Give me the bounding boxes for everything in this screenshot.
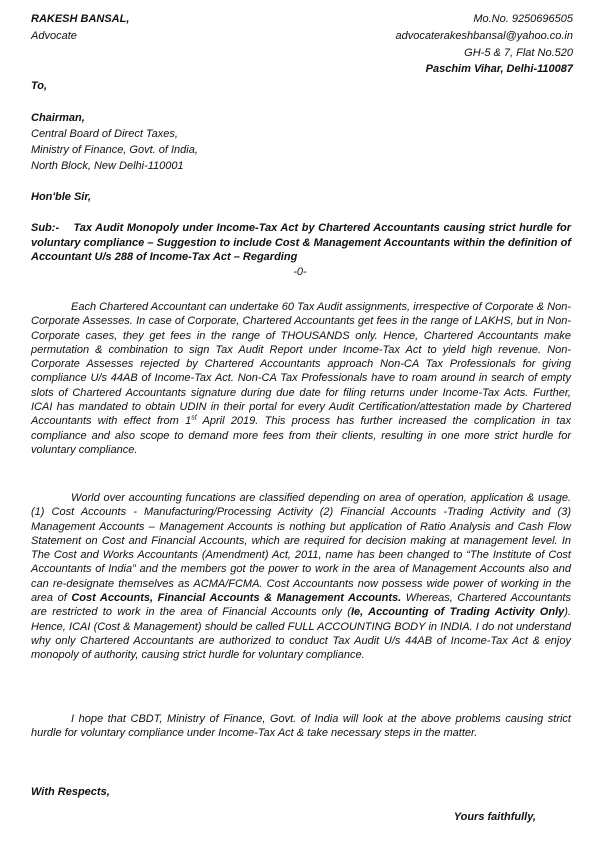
sender-mobile: Mo.No. 9250696505 [473, 13, 573, 25]
subject-text: Tax Audit Monopoly under Income-Tax Act by Chartered Accountants causing strict hurdle for voluntary compliance – Suggestion to include Cost & Management Accountants within the definition of Accountant U/s 288 of Income-Tax Act – Regarding [31, 222, 571, 263]
recipient-line2: Ministry of Finance, Govt. of India, [31, 144, 198, 156]
paragraph-1-tail: April 2019. This process has further increased the complication in tax compliance and also scope to demand more fees from their clients, resulting in one more strict hurdle for voluntary compliance. [31, 415, 571, 456]
salutation: Hon'ble Sir, [31, 191, 92, 203]
sender-address-line2: Paschim Vihar, Delhi-110087 [425, 63, 573, 75]
paragraph-2-bold-trading: Ie, Accounting of Trading Activity Only [350, 606, 565, 619]
paragraph-3: I hope that CBDT, Ministry of Finance, Govt. of India will look at the above problems causing strict hurdle for voluntary compliance under Income-Tax Act & take necessary steps in the matter. [31, 713, 571, 740]
recipient-line3: North Block, New Delhi-110001 [31, 160, 184, 172]
paragraph-2-part1: World over accounting funcations are classified depending on area of operation, application & usage. (1) Cost Accounts - Manufacturing/Processing Activity (2) Financial Accounts -Trading Activity and (3) Management Accounts – Management Accounts is nothing but application of Ratio Analysis and Cash Flow Statement on Cost and Financial Accounts, which are required for decision making at management level. In The Cost and Works Accountants (Amendment) Act, 2011, name has been changed to “The Institute of Cost Accountants of India” and the members got the power to work in the area of Management Accounts also and can re-designate themselves as ACMA/FCMA. Cost Accountants now possess wide power of working in the area of [31, 492, 571, 605]
paragraph-2 [31, 491, 571, 663]
paragraph-2-part3: ). Hence, ICAI (Cost & Management) should be called FULL ACCOUNTING BODY in INDIA. I do not understand why only Chartered Accountants are authorized to conduct Tax Audit U/s 44AB of Income-Tax Act & enjoy monopoly of authority, causing strict hurdle for voluntary compliance. [31, 606, 571, 662]
paragraph-1 [31, 300, 571, 457]
closing-right: Yours faithfully, [453, 811, 536, 823]
separator-mark: -0- [293, 266, 307, 278]
ordinal-suffix: st [191, 414, 197, 422]
paragraph-1-main: Each Chartered Accountant can undertake 60 Tax Audit assignments, irrespective of Corporate & Non-Corporate Assesses. In case of Corporate, Chartered Accountants get fees in the range of LAKHS, but in Non-Corporate cases, they get fees in the range of THOUSANDS only. Hence, Chartered Accountants make permutation & combination to sign Tax Audit Report under Income-Tax Act to yield high revenue. Non-Corporate Assesses rejected by Chartered Accountants approach Non-CA Tax Professionals for giving compliance U/s 44AB of Income-Tax Act. Non-CA Tax Professionals have to roam around in search of empty slots of Chartered Accountants signature during due date for filing returns under Income-Tax Acts. Further, ICAI has mandated to obtain UDIN in their portal for every Audit Certification/attestation made by Chartered Accountants with effect from 1 [31, 301, 571, 428]
subject [31, 221, 571, 265]
paragraph-2-part2: Whereas, Chartered Accountants are restricted to work in the area of Financial Accounts only ( [31, 592, 571, 619]
sender-title: Advocate [31, 30, 77, 42]
recipient-designation: Chairman, [31, 112, 85, 124]
sender-name: RAKESH BANSAL, [31, 13, 130, 25]
sender-address-line1: GH-5 & 7, Flat No.520 [464, 47, 573, 59]
subject-label: Sub:- [31, 222, 60, 234]
sender-email: advocaterakeshbansal@yahoo.co.in [395, 30, 573, 42]
recipient-line1: Central Board of Direct Taxes, [31, 128, 178, 140]
to-label: To, [31, 80, 48, 92]
closing-left: With Respects, [31, 786, 110, 798]
paragraph-2-bold-accounts: Cost Accounts, Financial Accounts & Management Accounts. [71, 592, 402, 605]
